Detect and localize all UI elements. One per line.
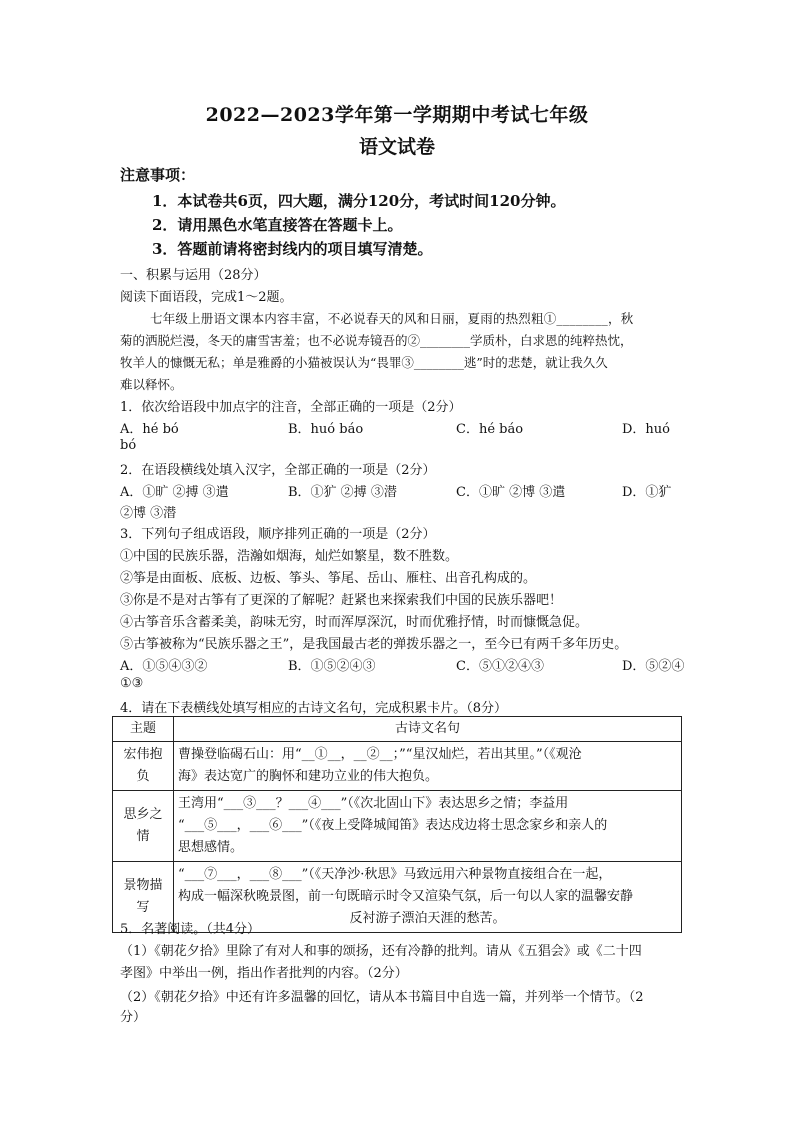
notice-item: 1．本试卷共6页，四大题，满分120分，考试时间120分钟。 [152,192,566,210]
passage-line: 菊的洒脱烂漫，冬天的庸雪害羞；也不必说寿镜吾的②________学质朴，白求恩的纯粹热忱， [120,333,633,348]
option-c: C．①旷 ②博 ③遣 [456,485,566,500]
notice-heading: 注意事项： [120,166,196,184]
sentence-3: ③你是不是对古筝有了更深的了解呢？赶紧也来探索我们中国的民族乐器吧！ [120,593,563,608]
passage-line: 牧羊人的慷慨无私；单是雅爵的小猫被误认为“畏罪③________逃”时的悲楚，就让我久久 [120,355,608,370]
exam-title: 2022—2023学年第一学期期中考试七年级 [205,104,589,126]
topic-text: 情 [136,829,150,844]
option-d-wrap: ②博 ③潜 [120,506,177,521]
topic-text: 宏伟抱 [123,747,163,762]
question-5-part: 分） [120,1010,147,1025]
option-c: C．hé báo [456,422,524,437]
line-text: 反衬游子漂泊天涯的愁苦。 [349,911,506,926]
question-3-stem: 3．下列句子组成语段，顺序排列正确的一项是（2分） [120,527,436,542]
option-a: A．①⑤④③② [120,659,208,674]
question-5-part: （2）《朝花夕拾》中还有许多温馨的回忆，请从本书篇目中自选一篇，并列举一个情节。（2 [120,990,644,1005]
option-a: A．①旷 ②搏 ③遣 [120,485,229,500]
option-d-wrap: ①③ [120,676,144,691]
question-4-stem: 4．请在下表横线处填写相应的古诗文名句，完成积累卡片。（8分） [120,701,508,716]
poem-card-table [112,716,682,933]
option-a: A．hé bó [120,422,179,437]
option-b: B．huó báo [288,422,364,437]
table-row [113,742,682,791]
passage-line: 难以释怀。 [120,377,183,392]
question-2-stem: 2．在语段横线处填入汉字，全部正确的一项是（2分） [120,463,436,478]
table-row [113,791,682,862]
option-b: B．①犷 ②搏 ③潜 [288,485,397,500]
notice-item: 2．请用黑色水笔直接答在答题卡上。 [152,216,403,234]
sentence-1: ①中国的民族乐器，浩瀚如烟海，灿烂如繁星，数不胜数。 [120,549,459,564]
sentence-4: ④古筝音乐含蓄柔美，韵味无穷，时而浑厚深沉，时而优雅抒情，时而慷慨急促。 [120,615,589,630]
line-text: “___⑤___，___⑥___”（《夜上受降城闻笛》表达戍边将士思念家乡和亲人的 [178,818,608,833]
question-1-stem: 1．依次给语段中加点字的注音，全部正确的一项是（2分） [120,400,462,415]
lines-cell [174,791,682,862]
option-b: B．①⑤②④③ [288,659,376,674]
topic-cell [113,791,174,862]
section-heading: 一、积累与运用（28分） [120,268,267,283]
exam-subtitle: 语文试卷 [358,136,435,158]
topic-cell [113,742,174,791]
passage-line: 七年级上册语文课本内容丰富，不必说春天的风和日丽，夏雨的热烈粗①________，秋 [150,311,634,326]
question-5-stem: 5．名著阅读。（共4分） [120,922,261,937]
notice-item: 3．答题前请将密封线内的项目填写清楚。 [152,240,433,258]
line-text: “___⑦___，___⑧___”（《天净沙·秋思》马致远用六种景物直接组合在一起， [178,867,612,882]
question-5-part: （1）《朝花夕拾》里除了有对人和事的颂扬，还有冷静的批判。请从《五猖会》或《二十四 [120,944,642,959]
topic-text: 负 [136,769,150,784]
option-d-wrap: bó [120,438,137,453]
line-text: 曹操登临碣石山：用“__①__，__②__；”“星汉灿烂，若出其里。”（《观沧 [178,747,582,762]
sentence-5: ⑤古筝被称为“民族乐器之王”，是我国最古老的弹拨乐器之一，至今已有两千多年历史。 [120,637,628,652]
column-header-lines: 古诗文名句 [174,717,682,742]
question-5-part: 孝图》中举出一例，指出作者批判的内容。（2分） [120,966,408,981]
option-d: D．⑤②④ [622,659,685,674]
line-text: 王湾用“___③___？___④___”（《次北固山下》表达思乡之情；李益用 [178,796,569,811]
sentence-2: ②筝是由面板、底板、边板、筝头、筝尾、岳山、雁柱、出音孔构成的。 [120,571,537,586]
lines-cell [174,742,682,791]
option-c: C．⑤①②④③ [456,659,544,674]
table-header-row [113,717,682,742]
line-text: 海》表达宽广的胸怀和建功立业的伟大抱负。 [178,769,439,784]
option-d: D．huó [622,422,670,437]
line-text: 构成一幅深秋晚景图，前一句既暗示时令又渲染气氛，后一句以人家的温馨安静 [178,889,634,904]
section-intro: 阅读下面语段，完成1～2题。 [120,290,293,305]
option-d: D．①犷 [622,485,672,500]
topic-text: 写 [136,900,150,915]
topic-text: 景物描 [123,878,163,893]
column-header-topic: 主题 [113,717,174,742]
topic-text: 思乡之 [123,807,163,822]
line-text: 思想感情。 [178,840,244,855]
